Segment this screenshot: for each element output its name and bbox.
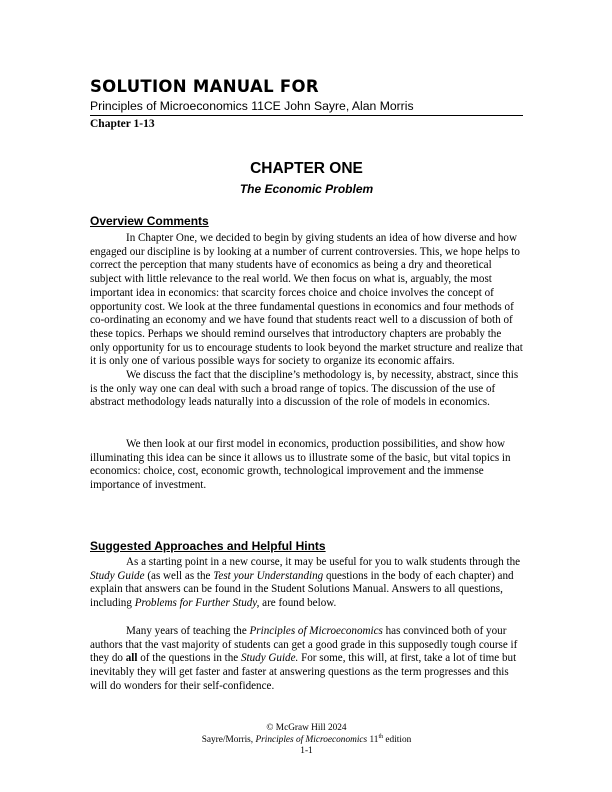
page-footer [90,723,523,758]
overview-paragraph-2: We discuss the fact that the discipline’s methodology is, by necessity, abstract, since this is the only way one can deal with such a broad range of topics. The discussion of the use of abstract methodology leads naturally into a discussion of the role of models in economics. [90,369,519,409]
approaches-heading: Suggested Approaches and Helpful Hints [90,539,326,553]
overview-paragraph-1: In Chapter One, we decided to begin by giving students an idea of how diverse and how engaged our discipline is by looking at a number of current controversies. This, we hope helps to correct the perception that many students have of economics as being a dry and theoretical subject with little relevance to the real world. We then focus on what is, arguably, the most important idea in economics: that scarcity forces choice and choice involves the concept of opportunity cost. We look at the three fundamental questions in economics and four methods of co-ordinating an economy and we have found that students react well to a discussion of both of these topics. Perhaps we should remind ourselves that introductory chapters are probably the only opportunity for us to encourage students to look beyond the market structure and realize that it is only one of various possible ways for society to organize its economic affairs. [90,232,523,368]
chapter-heading: CHAPTER ONE [250,160,363,177]
solution-manual-title: SOLUTION MANUAL FOR [90,77,319,96]
footer-copyright: © McGraw Hill 2024 [266,723,347,733]
overview-paragraph-3: We then look at our first model in economics, production possibilities, and show how illuminating this idea can be since it allows us to illustrate some of the basic, but vital topics in economics: choice, cost, economic growth, technological improvement and the immense importance of investment. [90,438,511,492]
footer-citation: Sayre/Morris, Principles of Microeconomics 11th edition [201,733,412,745]
header-divider [90,115,523,116]
chapter-range: Chapter 1-13 [90,118,155,130]
approaches-paragraph-1: As a starting point in a new course, it may be useful for you to walk students through the Study Guide (as well as the Test your Understanding questions in the body of each chapter) and explain that answers can be found in the Student Solutions Manual. Answers to all questions, including Problems for Further Study, are found below. [90,556,521,610]
overview-heading: Overview Comments [90,214,209,228]
page-number: 1-1 [300,746,313,756]
book-title: Principles of Microeconomics 11CE John Sayre, Alan Morris [90,99,414,113]
approaches-paragraph-2: Many years of teaching the Principles of Microeconomics has convinced both of your authors that the vast majority of students can get a good grade in this supposedly tough course if they do all of the questions in the Study Guide. For some, this will, at first, take a lot of time but inevitably they will get faster and faster at answering questions as the term progresses and this will do wonders for their self-confidence. [90,625,518,692]
chapter-subtitle: The Economic Problem [239,182,374,196]
